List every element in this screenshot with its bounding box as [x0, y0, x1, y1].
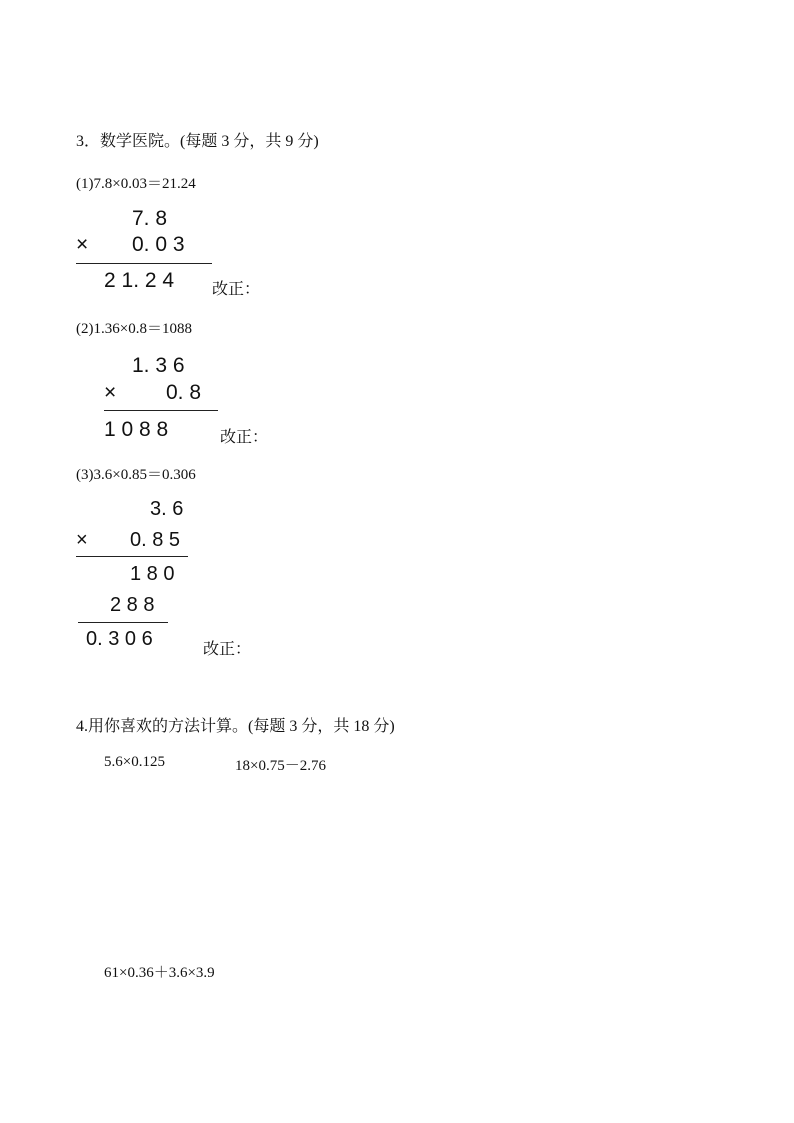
- problem-3-multiplier: 0. 8 5: [130, 529, 181, 551]
- exercise-1: 5.6×0.125: [104, 754, 165, 770]
- problem-1-operator: ×: [76, 233, 89, 256]
- problem-2-result: 1 0 8 8: [104, 418, 169, 441]
- problem-2-equation: (2)1.36×0.8＝1088: [76, 321, 192, 337]
- problem-1-fix-label: 改正：: [212, 281, 261, 298]
- problem-1-rule: [76, 263, 212, 264]
- problem-2-multiplier: 0. 8: [166, 381, 202, 404]
- problem-3-partial-product-1: 1 8 0: [130, 563, 175, 585]
- problem-1-equation: (1)7.8×0.03＝21.24: [76, 176, 196, 192]
- problem-3-operator: ×: [76, 529, 88, 551]
- problem-1-top-number: 7. 8: [132, 207, 168, 230]
- problem-3-rule-2: [78, 622, 168, 623]
- problem-1-result: 2 1. 2 4: [104, 269, 175, 292]
- section-3-title: 3．数学医院。(每题 3 分，共 9 分): [76, 133, 319, 150]
- problem-3-partial-product-2: 2 8 8: [110, 594, 155, 616]
- exercise-2: 18×0.75－2.76: [235, 758, 326, 774]
- problem-3-fix-label: 改正：: [203, 641, 252, 658]
- problem-3-top-number: 3. 6: [150, 498, 184, 520]
- problem-3-equation: (3)3.6×0.85＝0.306: [76, 467, 196, 483]
- problem-1-multiplier: 0. 0 3: [132, 233, 185, 256]
- problem-3-rule-1: [76, 556, 188, 557]
- exercise-3: 61×0.36＋3.6×3.9: [104, 965, 215, 981]
- section-4-title: 4.用你喜欢的方法计算。(每题 3 分，共 18 分): [76, 718, 395, 735]
- problem-2-fix-label: 改正：: [220, 429, 269, 446]
- problem-2-operator: ×: [104, 381, 117, 404]
- problem-2-top-number: 1. 3 6: [132, 354, 185, 377]
- problem-3-result: 0. 3 0 6: [86, 628, 153, 650]
- problem-2-rule: [104, 410, 218, 411]
